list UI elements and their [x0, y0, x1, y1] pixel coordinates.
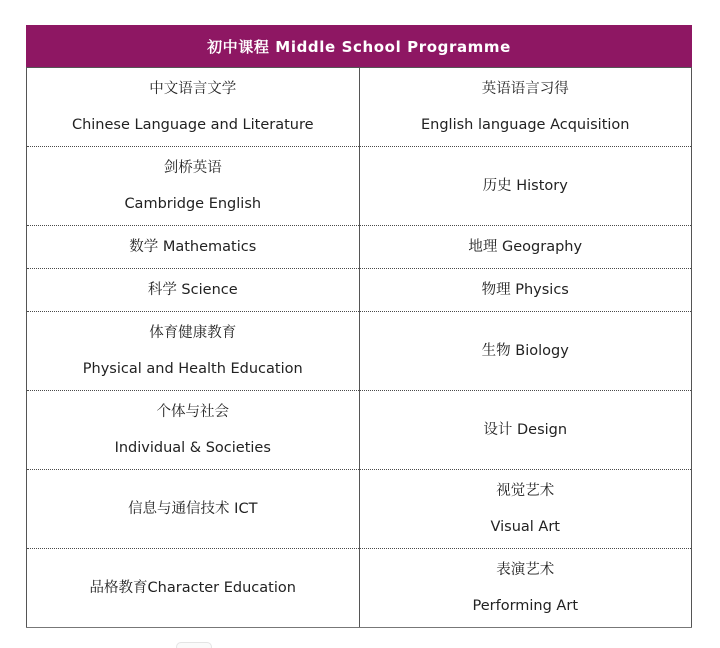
table-row	[27, 68, 692, 147]
subject-cell-left	[27, 312, 360, 391]
subject-name: 历史 History	[482, 178, 568, 194]
subject-cell-right	[359, 147, 692, 226]
subject-name-en: Individual & Societies	[114, 440, 271, 456]
subject-name-zh: 剑桥英语	[163, 160, 222, 176]
subject-name: 科学 Science	[147, 282, 238, 298]
subject-name-en: Visual Art	[490, 519, 560, 535]
subject-name-en: Performing Art	[472, 598, 578, 614]
table-row	[27, 470, 692, 549]
subject-cell-left	[27, 226, 360, 269]
subject-cell-left	[27, 68, 360, 147]
subject-name-zh: 个体与社会	[156, 404, 229, 420]
subject-name-en: Cambridge English	[124, 196, 262, 212]
subject-name: 地理 Geography	[468, 239, 583, 255]
subject-name-zh: 中文语言文学	[149, 81, 237, 97]
curriculum-table-container	[26, 25, 692, 628]
table-row	[27, 269, 692, 312]
subject-cell-right	[359, 226, 692, 269]
scroll-indicator	[176, 642, 212, 648]
subject-cell-right	[359, 269, 692, 312]
subject-cell-left	[27, 549, 360, 628]
table-row	[27, 226, 692, 269]
subject-name-en: Physical and Health Education	[82, 361, 303, 377]
curriculum-table	[26, 25, 692, 628]
subject-name: 物理 Physics	[481, 282, 569, 298]
subject-name: 设计 Design	[483, 422, 568, 438]
subject-name: 数学 Mathematics	[129, 239, 257, 255]
subject-name-zh: 视觉艺术	[496, 483, 555, 499]
subject-name: 信息与通信技术 ICT	[128, 501, 258, 517]
subject-cell-left	[27, 470, 360, 549]
table-title: 初中课程 Middle School Programme	[27, 25, 692, 68]
subject-cell-left	[27, 147, 360, 226]
table-row	[27, 549, 692, 628]
subject-name-zh: 英语语言习得	[481, 81, 569, 97]
subject-cell-right	[359, 312, 692, 391]
table-row	[27, 312, 692, 391]
subject-name: 品格教育Character Education	[89, 580, 296, 596]
header-row	[27, 25, 692, 68]
subject-name-en: Chinese Language and Literature	[71, 117, 314, 133]
table-row	[27, 147, 692, 226]
subject-name-zh: 表演艺术	[496, 562, 555, 578]
subject-cell-left	[27, 269, 360, 312]
subject-name-en: English language Acquisition	[420, 117, 630, 133]
subject-cell-right	[359, 391, 692, 470]
subject-cell-left	[27, 391, 360, 470]
subject-cell-right	[359, 549, 692, 628]
subject-cell-right	[359, 68, 692, 147]
subject-name-zh: 体育健康教育	[149, 325, 237, 341]
table-row	[27, 391, 692, 470]
subject-cell-right	[359, 470, 692, 549]
subject-name: 生物 Biology	[481, 343, 569, 359]
